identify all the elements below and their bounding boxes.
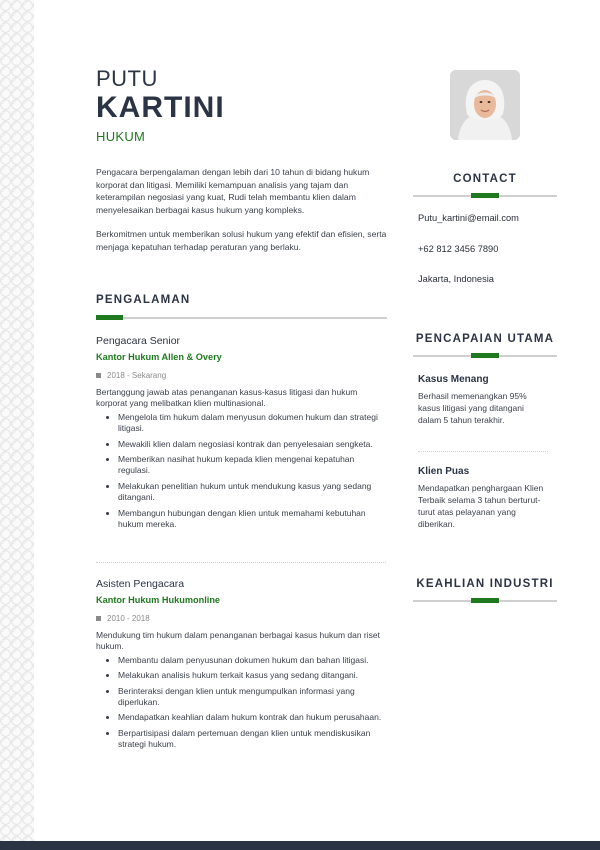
contact-phone: +62 812 3456 7890 [418, 244, 499, 254]
achievement-title: Kasus Menang [418, 374, 489, 385]
job-company: Kantor Hukum Allen & Overy [96, 352, 222, 362]
last-name: KARTINI [96, 91, 225, 124]
decorative-pattern [0, 0, 34, 850]
experience-divider [96, 317, 387, 319]
list-item: • Memberikan nasihat hukum kepada klien mengenai kepatuhan regulasi. [118, 454, 386, 477]
list-item: • Mengelola tim hukum dalam menyusun dokumen hukum dan strategi litigasi. [118, 412, 386, 435]
profile-summary [96, 166, 388, 266]
job-duties [96, 655, 386, 751]
achievement-separator [418, 451, 548, 452]
job-date: 2010 - 2018 [96, 614, 150, 623]
job-title: Asisten Pengacara [96, 578, 185, 590]
job-summary: Mendukung tim hukum dalam penanganan berbagai kasus hukum dan riset hukum. [96, 630, 380, 652]
job-date: 2018 - Sekarang [96, 371, 166, 380]
footer-bar [0, 841, 600, 850]
summary-paragraph: Berkomitmen untuk memberikan solusi hukum yang efektif dan efisien, serta menjaga kepatuhan terhadap peraturan yang berlaku. [96, 229, 387, 252]
achievement-description: Mendapatkan penghargaan Klien Terbaik selama 3 tahun berturut-turut atas pelayanan yang diberikan. [418, 483, 544, 529]
contact-email: Putu_kartini@email.com [418, 213, 519, 223]
achievement-title: Klien Puas [418, 466, 470, 477]
list-item: • Membantu dalam penyusunan dokumen hukum dan bahan litigasi. [118, 655, 386, 666]
list-item: • Mewakili klien dalam negosiasi kontrak dan penyelesaian sengketa. [118, 439, 386, 450]
job-title: Pengacara Senior [96, 335, 181, 347]
list-item: • Melakukan penelitian hukum untuk mendukung kasus yang sedang ditangani. [118, 481, 386, 504]
achievements-heading: PENCAPAIAN UTAMA [415, 333, 555, 345]
skills-divider [413, 600, 557, 602]
achievements-divider [413, 355, 557, 357]
calendar-icon [96, 373, 101, 378]
profile-photo [450, 70, 520, 140]
list-item: • Berinteraksi dengan klien untuk mengumpulkan informasi yang diperlukan. [118, 686, 386, 709]
first-name: PUTU [96, 66, 158, 91]
list-item: • Melakukan analisis hukum terkait kasus yang sedang ditangani. [118, 670, 386, 681]
job-description [96, 387, 386, 534]
skills-heading: KEAHLIAN INDUSTRI [416, 578, 554, 590]
calendar-icon [96, 616, 101, 621]
list-item: • Membangun hubungan dengan klien untuk memahami kebutuhan hukum mereka. [118, 508, 386, 531]
summary-paragraph: Pengacara berpengalaman dengan lebih dari 10 tahun di bidang hukum korporat dan litigasi. Memiliki kemampuan analisis yang tajam dan keterampilan negosiasi yang kuat, Rudi telah membantu klien dalam menyelesaikan berbagai kasus hukum yang kompleks. [96, 167, 370, 215]
job-description [96, 630, 386, 755]
job-summary: Bertanggung jawab atas penanganan kasus-kasus litigasi dan hukum korporat yang melibatkan klien multinasional. [96, 387, 358, 409]
achievement-description: Berhasil memenangkan 95% kasus litigasi yang ditangani dalam 5 tahun terakhir. [418, 391, 527, 425]
job-separator [96, 562, 386, 563]
job-duties [96, 412, 386, 531]
job-company: Kantor Hukum Hukumonline [96, 595, 221, 605]
contact-divider [413, 195, 557, 197]
list-item: • Berpartisipasi dalam pertemuan dengan klien untuk mendiskusikan strategi hukum. [118, 728, 386, 751]
list-item: • Mendapatkan keahlian dalam hukum kontrak dan hukum perusahaan. [118, 712, 386, 723]
experience-heading: PENGALAMAN [96, 294, 191, 306]
contact-heading: CONTACT [453, 173, 517, 185]
contact-location: Jakarta, Indonesia [418, 274, 494, 284]
job-role: HUKUM [96, 129, 146, 144]
